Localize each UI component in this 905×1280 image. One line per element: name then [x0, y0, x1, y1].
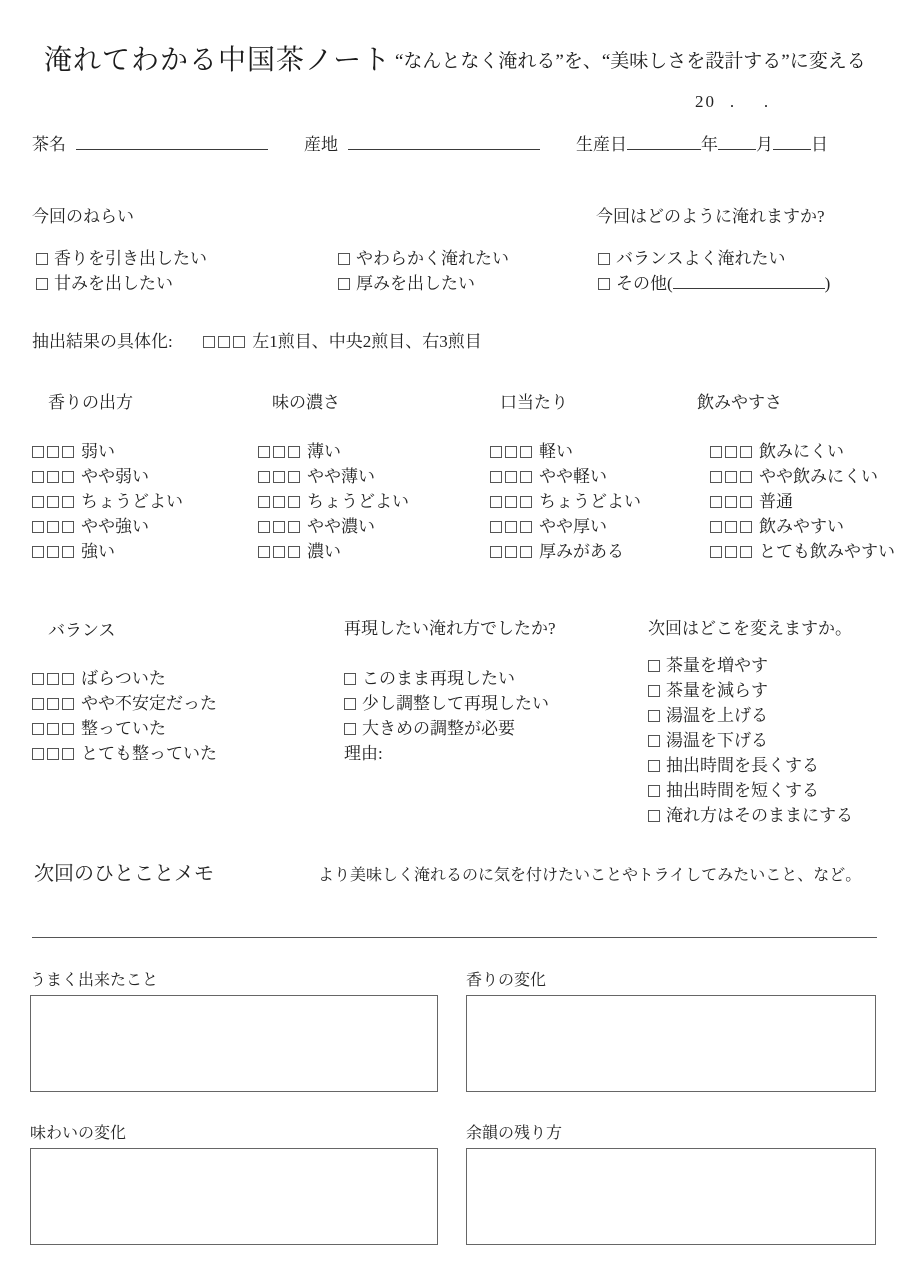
- checkbox-icon[interactable]: [648, 710, 660, 722]
- origin-label: 産地: [304, 135, 338, 154]
- rating-option-label: ちょうどよい: [539, 492, 641, 511]
- checkbox-icon[interactable]: [273, 471, 285, 483]
- rating-checkbox-group[interactable]: [258, 492, 300, 511]
- checkbox-icon[interactable]: [338, 278, 350, 290]
- rating-option-label: 厚みがある: [539, 542, 624, 561]
- year-unit-label: 年: [701, 135, 718, 154]
- tea-name-field[interactable]: [32, 130, 268, 155]
- checkbox-icon[interactable]: [648, 760, 660, 772]
- checkbox-icon[interactable]: [490, 521, 502, 533]
- checkbox-icon[interactable]: [62, 471, 74, 483]
- checkbox-icon[interactable]: [273, 496, 285, 508]
- checkbox-icon[interactable]: [725, 521, 737, 533]
- checkbox-icon[interactable]: [258, 446, 270, 458]
- checkbox-icon[interactable]: [218, 336, 230, 348]
- reproduce-option-label: 大きめの調整が必要: [362, 719, 515, 738]
- balance-option[interactable]: [32, 666, 217, 691]
- checkbox-icon[interactable]: [273, 546, 285, 558]
- checkbox-icon[interactable]: [710, 446, 722, 458]
- rating-option[interactable]: [258, 439, 409, 464]
- checkbox-icon[interactable]: [490, 471, 502, 483]
- aim-option-label: 厚みを出したい: [356, 274, 475, 293]
- checkbox-icon[interactable]: [47, 521, 59, 533]
- production-year-input[interactable]: [627, 149, 701, 150]
- checkbox-icon[interactable]: [740, 521, 752, 533]
- next-time-option[interactable]: [648, 678, 853, 703]
- rating-option[interactable]: [710, 439, 895, 464]
- entry-box-label-2: 味わいの変化: [30, 1125, 127, 1142]
- origin-input[interactable]: [348, 149, 540, 150]
- next-time-option[interactable]: [648, 728, 853, 753]
- rating-option-label: 濃い: [307, 542, 341, 561]
- rating-option-label: やや弱い: [81, 467, 149, 486]
- rating-checkbox-group[interactable]: [258, 442, 300, 461]
- checkbox-icon[interactable]: [520, 496, 532, 508]
- rating-option-label: やや薄い: [307, 467, 375, 486]
- date-separator-month: .: [729, 92, 737, 111]
- next-time-option-label: 淹れ方はそのままにする: [666, 806, 853, 825]
- rating-checkbox-group[interactable]: [32, 492, 74, 511]
- rating-option[interactable]: [710, 464, 895, 489]
- entry-box-0[interactable]: [30, 995, 438, 1092]
- checkbox-icon[interactable]: [273, 521, 285, 533]
- memo-heading: 次回のひとことメモ: [34, 863, 214, 885]
- next-time-option-label: 湯温を上げる: [666, 706, 768, 725]
- brew-style-option-other[interactable]: [598, 271, 830, 296]
- rating-checkbox-group[interactable]: [710, 467, 752, 486]
- rating-option-label: 飲みにくい: [759, 442, 844, 461]
- production-date-label: 生産日: [576, 135, 627, 154]
- balance-checkbox-group[interactable]: [32, 669, 74, 688]
- brew-style-option-0[interactable]: [598, 246, 830, 271]
- reproduce-option-label: このまま再現したい: [362, 669, 515, 688]
- rating-checkbox-group[interactable]: [32, 517, 74, 536]
- checkbox-icon[interactable]: [36, 253, 48, 265]
- reproduce-option[interactable]: [344, 716, 549, 741]
- rating-heading-0: 香りの出方: [48, 393, 133, 412]
- entry-box-label-1: 香りの変化: [466, 972, 547, 989]
- rating-column-3: [710, 439, 895, 564]
- checkbox-icon[interactable]: [273, 446, 285, 458]
- checkbox-icon[interactable]: [725, 446, 737, 458]
- origin-field[interactable]: [304, 130, 540, 155]
- checkbox-icon[interactable]: [490, 546, 502, 558]
- date-separator-day: .: [763, 92, 771, 111]
- rating-checkbox-group[interactable]: [490, 442, 532, 461]
- checkbox-icon[interactable]: [36, 278, 48, 290]
- rating-option[interactable]: [490, 439, 641, 464]
- entry-box-label-3: 余韻の残り方: [466, 1125, 563, 1142]
- checkbox-icon[interactable]: [725, 546, 737, 558]
- next-time-heading: 次回はどこを変えますか。: [648, 619, 852, 638]
- checkbox-icon[interactable]: [288, 471, 300, 483]
- section-divider: [32, 937, 877, 938]
- rating-option-label: やや軽い: [539, 467, 607, 486]
- next-time-option[interactable]: [648, 703, 853, 728]
- rating-option-label: とても飲みやすい: [759, 542, 895, 561]
- checkbox-icon[interactable]: [32, 723, 44, 735]
- checkbox-icon[interactable]: [288, 546, 300, 558]
- checkbox-icon[interactable]: [32, 446, 44, 458]
- checkbox-icon[interactable]: [505, 471, 517, 483]
- other-option-close-paren: ): [824, 274, 831, 293]
- rating-checkbox-group[interactable]: [32, 442, 74, 461]
- rating-option[interactable]: [710, 539, 895, 564]
- checkbox-icon[interactable]: [505, 546, 517, 558]
- next-time-option-label: 茶量を減らす: [666, 681, 768, 700]
- entry-box-2[interactable]: [30, 1148, 438, 1245]
- balance-option-label: とても整っていた: [81, 744, 217, 763]
- day-unit-label: 日: [811, 135, 828, 154]
- checkbox-icon[interactable]: [32, 471, 44, 483]
- checkbox-icon[interactable]: [47, 546, 59, 558]
- next-time-option[interactable]: [648, 778, 853, 803]
- rating-column-2: [490, 439, 641, 564]
- checkbox-icon[interactable]: [233, 336, 245, 348]
- rating-column-0: [32, 439, 183, 564]
- page-subtitle: “なんとなく淹れる”を、“美味しさを設計する”に変える: [395, 51, 866, 72]
- rating-option[interactable]: [710, 489, 895, 514]
- checkbox-icon[interactable]: [505, 496, 517, 508]
- rating-checkbox-group[interactable]: [490, 542, 532, 561]
- tea-name-label: 茶名: [32, 135, 66, 154]
- checkbox-icon[interactable]: [648, 735, 660, 747]
- production-month-input[interactable]: [718, 149, 756, 150]
- rating-option[interactable]: [258, 514, 409, 539]
- rating-option[interactable]: [710, 514, 895, 539]
- production-date-field[interactable]: [576, 130, 828, 155]
- rating-option-label: 飲みやすい: [759, 517, 844, 536]
- entry-box-label-0: うまく出来たこと: [30, 972, 159, 989]
- rating-checkbox-group[interactable]: [258, 467, 300, 486]
- brew-style-option-label: バランスよく淹れたい: [616, 249, 786, 268]
- checkbox-icon[interactable]: [648, 685, 660, 697]
- tea-name-input[interactable]: [76, 149, 268, 150]
- rating-option[interactable]: [32, 514, 183, 539]
- extraction-checkbox-group[interactable]: [203, 332, 245, 351]
- rating-option-label: 強い: [81, 542, 115, 561]
- checkbox-icon[interactable]: [47, 471, 59, 483]
- next-time-option-label: 茶量を増やす: [666, 656, 768, 675]
- rating-option[interactable]: [258, 489, 409, 514]
- checkbox-icon[interactable]: [490, 496, 502, 508]
- extraction-label: 抽出結果の具体化:: [32, 332, 173, 351]
- aim-option-0[interactable]: [36, 246, 207, 271]
- balance-checkbox-group[interactable]: [32, 744, 74, 763]
- balance-option[interactable]: [32, 716, 217, 741]
- identification-row: [32, 130, 877, 155]
- next-time-option-label: 抽出時間を長くする: [666, 756, 819, 775]
- next-time-option-label: 抽出時間を短くする: [666, 781, 819, 800]
- memo-note: より美味しく淹れるのに気を付けたいことやトライしてみたいこと、など。: [318, 867, 862, 884]
- page-title: 淹れてわかる中国茶ノート: [44, 45, 392, 76]
- rating-option-label: やや強い: [81, 517, 149, 536]
- rating-checkbox-group[interactable]: [490, 467, 532, 486]
- checkbox-icon[interactable]: [740, 471, 752, 483]
- rating-column-1: [258, 439, 409, 564]
- checkbox-icon[interactable]: [338, 253, 350, 265]
- rating-option[interactable]: [32, 464, 183, 489]
- balance-option-label: やや不安定だった: [81, 694, 217, 713]
- brew-style-options: [598, 246, 830, 296]
- rating-option[interactable]: [490, 489, 641, 514]
- rating-option[interactable]: [490, 539, 641, 564]
- checkbox-icon[interactable]: [648, 660, 660, 672]
- checkbox-icon[interactable]: [505, 521, 517, 533]
- rating-checkbox-group[interactable]: [710, 442, 752, 461]
- reproduce-heading: 再現したい淹れ方でしたか?: [344, 619, 556, 638]
- checkbox-icon[interactable]: [258, 521, 270, 533]
- reproduce-options: [344, 666, 549, 766]
- checkbox-icon[interactable]: [648, 810, 660, 822]
- rating-option[interactable]: [32, 489, 183, 514]
- checkbox-icon[interactable]: [62, 546, 74, 558]
- checkbox-icon[interactable]: [344, 673, 356, 685]
- rating-option-label: ちょうどよい: [307, 492, 409, 511]
- checkbox-icon[interactable]: [32, 698, 44, 710]
- checkbox-icon[interactable]: [710, 496, 722, 508]
- balance-options: [32, 666, 217, 766]
- checkbox-icon[interactable]: [258, 546, 270, 558]
- balance-heading: バランス: [48, 621, 116, 640]
- reproduce-option[interactable]: [344, 666, 549, 691]
- reproduce-option[interactable]: [344, 691, 549, 716]
- checkbox-icon[interactable]: [32, 673, 44, 685]
- rating-heading-1: 味の濃さ: [272, 393, 340, 412]
- extraction-note: 左1煎目、中央2煎目、右3煎目: [252, 332, 482, 351]
- checkbox-icon[interactable]: [520, 471, 532, 483]
- checkbox-icon[interactable]: [62, 496, 74, 508]
- checkbox-icon[interactable]: [47, 748, 59, 760]
- rating-option-label: 薄い: [307, 442, 341, 461]
- checkbox-icon[interactable]: [288, 521, 300, 533]
- production-day-input[interactable]: [773, 149, 811, 150]
- rating-checkbox-group[interactable]: [710, 542, 752, 561]
- checkbox-icon[interactable]: [598, 253, 610, 265]
- aim-option-label: やわらかく淹れたい: [356, 249, 509, 268]
- checkbox-icon[interactable]: [32, 496, 44, 508]
- checkbox-icon[interactable]: [725, 496, 737, 508]
- balance-checkbox-group[interactable]: [32, 719, 74, 738]
- checkbox-icon[interactable]: [62, 698, 74, 710]
- checkbox-icon[interactable]: [32, 521, 44, 533]
- checkbox-icon[interactable]: [740, 446, 752, 458]
- aim-options-col1: [36, 246, 207, 296]
- reproduce-option-label: 少し調整して再現したい: [362, 694, 549, 713]
- rating-option-label: ちょうどよい: [81, 492, 183, 511]
- aim-options-col2: [338, 246, 509, 296]
- checkbox-icon[interactable]: [47, 496, 59, 508]
- checkbox-icon[interactable]: [710, 471, 722, 483]
- entry-box-1[interactable]: [466, 995, 876, 1092]
- rating-option-label: やや厚い: [539, 517, 607, 536]
- rating-option[interactable]: [258, 539, 409, 564]
- next-time-option-label: 湯温を下げる: [666, 731, 768, 750]
- month-unit-label: 月: [756, 135, 773, 154]
- next-time-options: [648, 653, 853, 828]
- checkbox-icon[interactable]: [203, 336, 215, 348]
- checkbox-icon[interactable]: [520, 546, 532, 558]
- rating-option[interactable]: [32, 439, 183, 464]
- checkbox-icon[interactable]: [505, 446, 517, 458]
- balance-option[interactable]: [32, 691, 217, 716]
- aim-option-label: 甘みを出したい: [54, 274, 173, 293]
- rating-option-label: 弱い: [81, 442, 115, 461]
- rating-option-label: 普通: [759, 492, 793, 511]
- checkbox-icon[interactable]: [288, 496, 300, 508]
- checkbox-icon[interactable]: [258, 496, 270, 508]
- rating-checkbox-group[interactable]: [32, 542, 74, 561]
- rating-checkbox-group[interactable]: [490, 517, 532, 536]
- aim-option-2[interactable]: [338, 246, 509, 271]
- other-option-input[interactable]: [673, 288, 825, 289]
- reproduce-reason-field[interactable]: [344, 741, 549, 766]
- checkbox-icon[interactable]: [62, 748, 74, 760]
- checkbox-icon[interactable]: [490, 446, 502, 458]
- next-time-option[interactable]: [648, 653, 853, 678]
- checkbox-icon[interactable]: [344, 723, 356, 735]
- date-line: [695, 92, 784, 112]
- checkbox-icon[interactable]: [32, 546, 44, 558]
- checkbox-icon[interactable]: [258, 471, 270, 483]
- checkbox-icon[interactable]: [598, 278, 610, 290]
- checkbox-icon[interactable]: [47, 673, 59, 685]
- checkbox-icon[interactable]: [62, 673, 74, 685]
- checkbox-icon[interactable]: [32, 748, 44, 760]
- balance-option-label: 整っていた: [81, 719, 166, 738]
- checkbox-icon[interactable]: [288, 446, 300, 458]
- checkbox-icon[interactable]: [47, 446, 59, 458]
- reproduce-reason-label: 理由:: [344, 744, 383, 763]
- rating-option[interactable]: [490, 464, 641, 489]
- aim-option-3[interactable]: [338, 271, 509, 296]
- balance-checkbox-group[interactable]: [32, 694, 74, 713]
- checkbox-icon[interactable]: [62, 521, 74, 533]
- checkbox-icon[interactable]: [710, 521, 722, 533]
- rating-option-label: やや濃い: [307, 517, 375, 536]
- checkbox-icon[interactable]: [740, 496, 752, 508]
- aim-option-label: 香りを引き出したい: [54, 249, 207, 268]
- rating-heading-3: 飲みやすさ: [697, 393, 782, 412]
- next-time-option[interactable]: [648, 803, 853, 828]
- rating-option[interactable]: [490, 514, 641, 539]
- checkbox-icon[interactable]: [47, 723, 59, 735]
- other-option-label: その他(: [616, 274, 673, 293]
- rating-checkbox-group[interactable]: [32, 467, 74, 486]
- aim-heading: 今回のねらい: [32, 207, 134, 226]
- rating-checkbox-group[interactable]: [258, 517, 300, 536]
- rating-checkbox-group[interactable]: [490, 492, 532, 511]
- rating-option-label: やや飲みにくい: [759, 467, 878, 486]
- checkbox-icon[interactable]: [648, 785, 660, 797]
- rating-option[interactable]: [258, 464, 409, 489]
- extraction-row: [32, 329, 482, 354]
- rating-checkbox-group[interactable]: [710, 517, 752, 536]
- rating-option[interactable]: [32, 539, 183, 564]
- checkbox-icon[interactable]: [62, 723, 74, 735]
- rating-option-label: 軽い: [539, 442, 573, 461]
- entry-box-3[interactable]: [466, 1148, 876, 1245]
- balance-option[interactable]: [32, 741, 217, 766]
- balance-option-label: ばらついた: [81, 669, 166, 688]
- checkbox-icon[interactable]: [344, 698, 356, 710]
- checkbox-icon[interactable]: [62, 446, 74, 458]
- rating-heading-2: 口当たり: [500, 393, 568, 412]
- checkbox-icon[interactable]: [740, 546, 752, 558]
- brew-style-heading: 今回はどのように淹れますか?: [596, 207, 825, 226]
- checkbox-icon[interactable]: [710, 546, 722, 558]
- checkbox-icon[interactable]: [725, 471, 737, 483]
- checkbox-icon[interactable]: [520, 521, 532, 533]
- date-century-prefix: 20: [695, 92, 716, 111]
- checkbox-icon[interactable]: [47, 698, 59, 710]
- aim-option-1[interactable]: [36, 271, 207, 296]
- rating-checkbox-group[interactable]: [258, 542, 300, 561]
- rating-checkbox-group[interactable]: [710, 492, 752, 511]
- next-time-option[interactable]: [648, 753, 853, 778]
- checkbox-icon[interactable]: [520, 446, 532, 458]
